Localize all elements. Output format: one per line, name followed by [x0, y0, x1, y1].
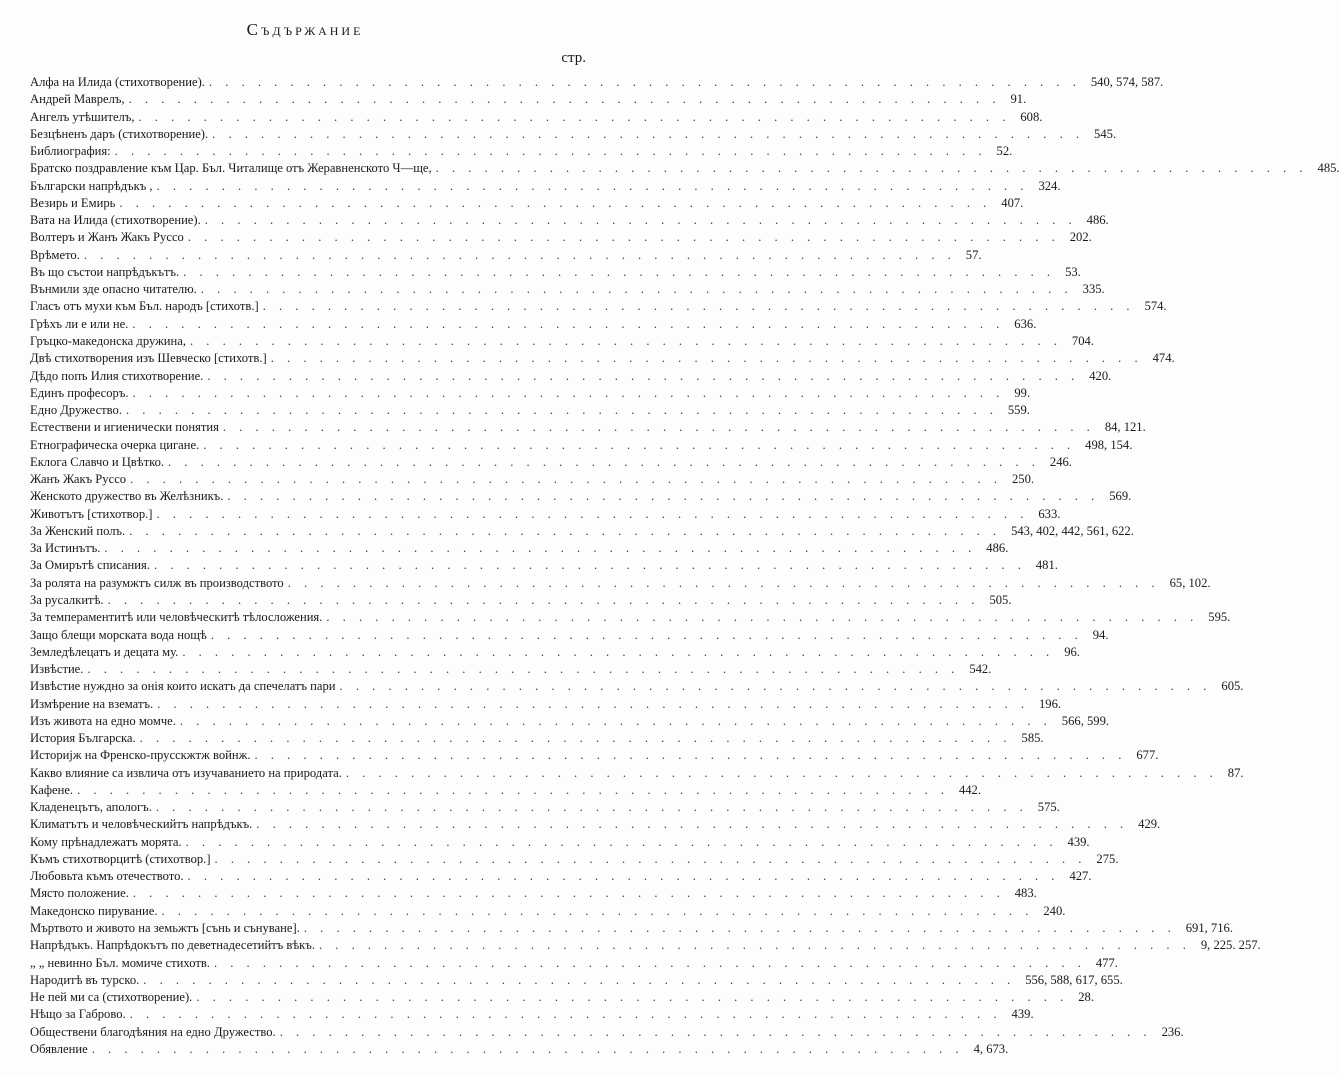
contents-entry — [30, 229, 1092, 246]
entry-title: Едно Дружество. — [30, 403, 122, 418]
dot-leader — [342, 765, 1222, 782]
dot-leader — [100, 540, 980, 557]
contents-entry — [30, 195, 1024, 212]
entry-pages: 202. — [1069, 230, 1092, 245]
entry-pages: 439. — [1011, 1007, 1034, 1022]
dot-leader — [88, 1041, 968, 1058]
entry-title: Защо блещи морската вода нощѣ — [30, 627, 207, 642]
dot-leader — [129, 885, 1009, 902]
entry-title: Грѣхъ ли е или не. — [30, 316, 129, 331]
contents-entry — [30, 627, 1109, 644]
contents-entry — [30, 264, 1081, 281]
entry-title: Климатътъ и человѣческийтъ напрѣдъкъ. — [30, 817, 253, 832]
dot-leader — [336, 678, 1216, 695]
dot-leader — [300, 920, 1180, 937]
entry-pages: 608. — [1020, 109, 1043, 124]
entry-pages: 87. — [1227, 765, 1244, 780]
contents-entry — [30, 402, 1030, 419]
dot-leader — [139, 972, 1019, 989]
entry-title: Извѣстие. — [30, 662, 84, 677]
entry-title: Алфа на Илида (стихотворение). — [30, 75, 205, 89]
entry-title: За ролята на разумжтъ силж въ производството — [30, 575, 284, 590]
entry-pages: 477. — [1095, 955, 1118, 970]
contents-entry — [30, 126, 1117, 143]
dot-leader — [179, 264, 1059, 281]
dot-leader — [111, 143, 991, 160]
dot-leader — [80, 247, 960, 264]
entry-pages: 575. — [1037, 800, 1060, 815]
dot-leader — [210, 955, 1090, 972]
entry-title: За русалкитѣ. — [30, 592, 104, 607]
entry-pages: 574. — [1144, 299, 1167, 314]
dot-leader — [152, 506, 1032, 523]
dot-leader — [150, 557, 1030, 574]
dot-leader — [207, 627, 1087, 644]
contents-entry — [30, 661, 992, 678]
entry-pages: 335. — [1082, 282, 1105, 297]
dot-leader — [115, 195, 995, 212]
contents-entry — [30, 644, 1080, 661]
entry-pages: 485. — [1317, 161, 1340, 176]
contents-entry — [30, 799, 1060, 816]
dot-leader — [184, 868, 1064, 885]
dot-leader — [205, 74, 1085, 91]
entry-pages: 542. — [969, 662, 992, 677]
contents-entry — [30, 454, 1072, 471]
contents-entry — [30, 678, 1244, 695]
entry-pages: 636. — [1014, 316, 1037, 331]
entry-pages: 275. — [1096, 851, 1119, 866]
contents-entry — [30, 178, 1061, 195]
entry-pages: 585. — [1021, 731, 1044, 746]
entry-title: Кладенецътъ, апологъ. — [30, 800, 152, 815]
entry-pages: 65, 102. — [1169, 575, 1211, 590]
entry-pages: 486. — [986, 541, 1009, 556]
dot-leader — [315, 937, 1195, 954]
contents-entry — [30, 609, 1231, 626]
contents-entry — [30, 350, 1175, 367]
entry-pages: 91. — [1010, 92, 1027, 107]
entry-title: Обществени благодѣяния на едно Дружество. — [30, 1024, 276, 1039]
pages-column-label: стр. — [561, 50, 586, 66]
dot-leader — [176, 713, 1056, 730]
entry-pages: 474. — [1152, 351, 1175, 366]
contents-entry — [30, 506, 1061, 523]
contents-entry — [30, 74, 1164, 91]
entry-title: Историјж на Френско-прусскжтж войнж. — [30, 748, 251, 763]
contents-entry — [30, 920, 1233, 937]
entry-pages: 691, 716. — [1185, 921, 1233, 936]
entry-title: Обявление — [30, 1041, 88, 1056]
dot-leader — [125, 91, 1005, 108]
dot-leader — [182, 834, 1062, 851]
entry-title: Женското дружество въ Желѣзникъ. — [30, 489, 224, 504]
entry-pages: 96. — [1064, 644, 1080, 659]
entry-pages: 633. — [1038, 506, 1061, 521]
entry-pages: 57. — [965, 247, 982, 262]
contents-entry — [30, 1006, 1034, 1023]
contents-entry — [30, 419, 1146, 436]
dot-leader — [126, 471, 1006, 488]
entry-title: Гласъ отъ мухи към Бъл. народъ [стихотв.] — [30, 299, 259, 314]
contents-entry — [30, 937, 1261, 954]
entry-title: Извѣстие нуждно за онія които искатъ да спечелатъ пари — [30, 679, 336, 694]
entry-pages: 246. — [1049, 454, 1072, 469]
entry-title: Изъ живота на едно момче. — [30, 713, 176, 728]
entry-title: Животътъ [стихотвор.] — [30, 506, 153, 521]
contents-entry — [30, 368, 1112, 385]
contents-entry — [30, 281, 1105, 298]
entry-pages: 543, 402, 442, 561, 622. — [1011, 523, 1134, 538]
entry-pages: 240. — [1043, 903, 1066, 918]
entry-title: Библиография: — [30, 144, 111, 159]
contents-entry — [30, 955, 1118, 972]
dot-leader — [267, 350, 1147, 367]
entry-pages: 4, 673. — [973, 1041, 1009, 1056]
entry-pages: 94. — [1092, 627, 1109, 642]
entry-pages: 605. — [1221, 679, 1244, 694]
dot-leader — [201, 212, 1081, 229]
entry-pages: 250. — [1011, 472, 1035, 487]
entry-pages: 429. — [1138, 817, 1161, 832]
entry-pages: 505. — [989, 592, 1012, 607]
contents-entry — [30, 972, 1123, 989]
entry-pages: 566, 599. — [1061, 713, 1110, 728]
entry-title: Дѣдо попъ Илия стихотворение. — [30, 368, 204, 383]
dot-leader — [134, 109, 1014, 126]
entry-title: Измѣрение на взематъ. — [30, 696, 154, 711]
entry-pages: 545. — [1094, 126, 1117, 141]
contents-entry — [30, 816, 1161, 833]
entry-title: Гръцко-македонска дружина, — [30, 333, 186, 348]
contents-entry — [30, 91, 1027, 108]
dot-leader — [125, 523, 1005, 540]
dot-leader — [152, 799, 1032, 816]
contents-entry — [30, 298, 1167, 315]
contents-entry — [30, 782, 981, 799]
entry-title: Братско поздравление към Цар. Бъл. Читалище отъ Жеравненското Ч—ще, — [30, 161, 432, 176]
entry-title: Естествени и игиенически понятия — [30, 420, 219, 435]
entry-title: За темпераментитѣ или человѣческитѣ тѣлосложения. — [30, 610, 323, 625]
entry-title: Мъртвото и живото на земьжтъ [сънь и сънуване]. — [30, 921, 300, 936]
entry-title: Жанъ Жакъ Руссо — [30, 472, 127, 487]
contents-entry — [30, 834, 1090, 851]
entry-title: За Омирътѣ списания. — [30, 558, 150, 573]
dot-leader — [157, 903, 1037, 920]
contents-entry — [30, 989, 1094, 1006]
entry-pages: 704. — [1071, 333, 1094, 348]
dot-leader — [178, 644, 1058, 661]
entry-title: Врѣмето. — [30, 247, 80, 262]
entry-title: Кафене. — [30, 782, 74, 797]
dot-leader — [252, 816, 1132, 833]
entry-pages: 324. — [1038, 178, 1061, 193]
contents-entry — [30, 488, 1132, 505]
dot-leader — [104, 592, 984, 609]
dot-leader — [122, 402, 1002, 419]
dot-leader — [276, 1024, 1156, 1041]
entry-title: Напрѣдъкъ. Напрѣдокътъ по деветнадесетийтъ вѣкъ. — [30, 938, 315, 953]
dot-leader — [136, 730, 1016, 747]
entry-pages: 9, 225. 257. — [1200, 938, 1261, 953]
entry-title: Въ що състои напрѣдъкътъ. — [30, 264, 180, 279]
dot-leader — [432, 160, 1312, 177]
dot-leader — [211, 851, 1091, 868]
dot-leader — [199, 437, 1079, 454]
contents-entry — [30, 143, 1013, 160]
dot-leader — [128, 316, 1008, 333]
dot-leader — [259, 298, 1139, 315]
contents-entry — [30, 885, 1037, 902]
dot-leader — [284, 575, 1164, 592]
contents-entry — [30, 730, 1044, 747]
dot-leader — [192, 989, 1072, 1006]
dot-leader — [126, 1006, 1006, 1023]
page-title: Съдържание — [246, 20, 364, 39]
dot-leader — [128, 385, 1008, 402]
dot-leader — [197, 281, 1077, 298]
entry-pages: 236. — [1161, 1024, 1184, 1039]
dot-leader — [186, 333, 1066, 350]
entry-title: Етнографическа очерка цигане. — [30, 437, 200, 452]
entry-title: Място положение. — [30, 886, 129, 901]
entry-title: Двѣ стихотворения изъ Шевческо [стихотв.] — [30, 351, 267, 366]
entry-pages: 99. — [1014, 385, 1031, 400]
dot-leader — [322, 609, 1202, 626]
contents-entry — [30, 575, 1211, 592]
contents-entry — [30, 160, 1340, 177]
entry-pages: 481. — [1035, 558, 1058, 573]
contents-entry — [30, 713, 1110, 730]
entry-pages: 439. — [1067, 834, 1090, 849]
entry-title: Земледѣлецатъ и децата му. — [30, 644, 179, 659]
entry-pages: 28. — [1078, 990, 1094, 1005]
contents-entry — [30, 851, 1119, 868]
entry-pages: 540, 574, 587. — [1090, 75, 1164, 89]
entry-title: Волтеръ и Жанъ Жакъ Руссо — [30, 230, 184, 245]
contents-entry — [30, 316, 1037, 333]
entry-title: Македонско пирувание. — [30, 903, 158, 918]
entry-pages: 53. — [1065, 264, 1081, 279]
contents-entry — [30, 333, 1094, 350]
entry-pages: 442. — [958, 782, 981, 797]
entry-title: История Българска. — [30, 731, 136, 746]
entry-pages: 486. — [1086, 213, 1109, 228]
contents-entry — [30, 903, 1066, 920]
entry-title: Не пей ми са (стихотворение). — [30, 990, 193, 1005]
dot-leader — [153, 178, 1033, 195]
dot-leader — [203, 368, 1083, 385]
entry-pages: 556, 588, 617, 655. — [1025, 972, 1123, 987]
entry-pages: 196. — [1039, 696, 1062, 711]
entry-title: Ангелъ утѣшителъ, — [30, 109, 135, 124]
entry-title: Единъ професоръ. — [30, 385, 129, 400]
entry-pages: 427. — [1069, 869, 1092, 884]
contents-entry — [30, 868, 1092, 885]
dot-leader — [223, 488, 1103, 505]
entry-title: Къмъ стихотворцитѣ (стихотвор.] — [30, 851, 211, 866]
entry-pages: 569. — [1109, 489, 1132, 504]
entry-pages: 52. — [996, 144, 1013, 159]
entry-pages: 407. — [1001, 195, 1024, 210]
contents-entry — [30, 557, 1058, 574]
dot-leader — [83, 661, 963, 678]
entry-title: Везирь и Емирь — [30, 195, 116, 210]
contents-entry — [30, 471, 1035, 488]
contents-entry — [30, 765, 1244, 782]
entry-title: Народитѣ въ турско. — [30, 972, 140, 987]
dot-leader — [73, 782, 953, 799]
dot-leader — [164, 454, 1044, 471]
entry-title: Нѣщо за Габрово. — [30, 1007, 126, 1022]
entry-title: Кому прѣнадлежатъ морята. — [30, 834, 182, 849]
entry-title: Какво влияние са извлича отъ изучаванието на природата. — [30, 765, 342, 780]
entry-title: „ „ невинно Бъл. момиче стихотв. — [30, 955, 210, 970]
entry-pages: 595. — [1208, 610, 1231, 625]
entry-pages: 420. — [1089, 368, 1112, 383]
contents-list — [30, 74, 1340, 1058]
dot-leader — [219, 419, 1099, 436]
entry-pages: 84, 121. — [1104, 420, 1146, 435]
entry-title: За Истинътъ. — [30, 541, 101, 556]
entry-title: За Женский полъ. — [30, 523, 126, 538]
contents-entry — [30, 247, 982, 264]
dot-leader — [184, 229, 1064, 246]
contents-entry — [30, 540, 1009, 557]
entry-pages: 498, 154. — [1085, 437, 1133, 452]
entry-title: Любовьта къмъ отечеството. — [30, 869, 184, 884]
entry-title: Андрей Маврелъ, — [30, 92, 125, 107]
contents-entry — [30, 523, 1134, 540]
entry-title: Безцѣненъ даръ (стихотворение). — [30, 126, 209, 141]
dot-leader — [153, 696, 1033, 713]
entry-pages: 559. — [1007, 403, 1030, 418]
entry-title: Еклога Славчо и Цвѣтко. — [30, 454, 165, 469]
contents-entry — [30, 696, 1062, 713]
entry-title: Български напрѣдъкъ , — [30, 178, 153, 193]
contents-entry — [30, 385, 1031, 402]
dot-leader — [250, 747, 1130, 764]
contents-entry — [30, 747, 1159, 764]
contents-entry — [30, 1041, 1009, 1058]
entry-pages: 483. — [1014, 886, 1037, 901]
contents-entry — [30, 1024, 1184, 1041]
entry-title: Вата на Илида (стихотворение). — [30, 213, 201, 228]
contents-entry — [30, 109, 1043, 126]
contents-entry — [30, 212, 1109, 229]
contents-entry — [30, 437, 1133, 454]
entry-pages: 677. — [1136, 748, 1159, 763]
contents-entry — [30, 592, 1012, 609]
entry-title: Вънмили зде опасно читателю. — [30, 282, 197, 297]
dot-leader — [208, 126, 1088, 143]
